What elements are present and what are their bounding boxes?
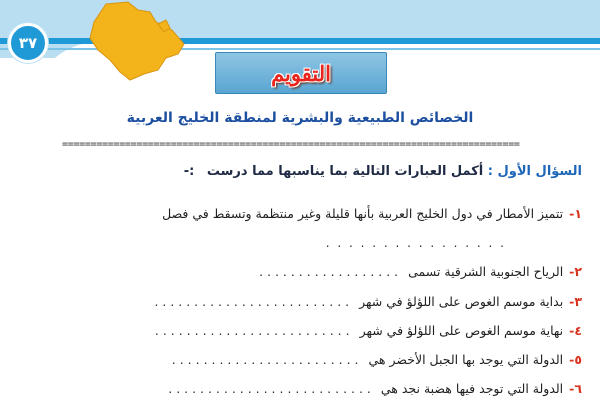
item-number: ٦- <box>569 381 582 396</box>
answer-blank-2[interactable]: . . . . . . . . . . . . . . . . . . <box>259 264 399 279</box>
question-trail: :- <box>183 164 195 179</box>
answer-blank-4[interactable]: . . . . . . . . . . . . . . . . . . . . . . . . . <box>154 323 350 338</box>
item-number: ٢- <box>569 264 582 279</box>
item-text: بداية موسم الغوص على اللؤلؤ في شهر <box>359 294 564 309</box>
page-number: ٣٧ <box>18 34 38 52</box>
fill-in-item-3 <box>154 294 582 309</box>
answer-blank-6[interactable]: . . . . . . . . . . . . . . . . . . . . . . . . . . <box>168 381 371 396</box>
question-heading <box>184 164 582 179</box>
answer-blank-3[interactable]: . . . . . . . . . . . . . . . . . . . . . . . . . <box>154 294 350 309</box>
item-text: الدولة التي يوجد بها الجبل الأخضر هي <box>368 352 564 367</box>
item-text: الدولة التي توجد فيها هضبة نجد هي <box>380 381 564 396</box>
item-number: ٤- <box>569 323 582 338</box>
answer-blank-5[interactable]: . . . . . . . . . . . . . . . . . . . . . . . . <box>171 352 359 367</box>
fill-in-item-2 <box>259 264 582 279</box>
fill-in-item-5 <box>172 352 582 367</box>
fill-in-item-4 <box>155 323 582 338</box>
fill-in-item-1 <box>162 206 582 221</box>
lesson-subtitle: الخصائص الطبيعية والبشرية لمنطقة الخليج العربية <box>126 110 474 126</box>
item-text: تتميز الأمطار في دول الخليج العربية بأنها قليلة وغير منتظمة وتسقط في فصل <box>162 206 564 221</box>
fill-in-item-6 <box>168 381 582 396</box>
section-title: التقويم <box>271 60 331 86</box>
gulf-map-icon <box>80 0 190 82</box>
separator-line: ================================================================================ <box>62 139 520 150</box>
question-label: السؤال الأول : <box>487 164 582 179</box>
item-number: ٣- <box>569 294 582 309</box>
question-instruction: أكمل العبارات التالية بما يناسبها مما درست <box>206 164 484 179</box>
answer-blank-1[interactable]: . . . . . . . . . . . . . . . . <box>325 236 506 250</box>
page-number-badge <box>8 23 48 63</box>
item-text: نهاية موسم الغوص على اللؤلؤ في شهر <box>359 323 564 338</box>
item-text: الرياح الجنوبية الشرقية تسمى <box>408 264 564 279</box>
item-number: ٥- <box>569 352 582 367</box>
item-number: ١- <box>569 206 582 221</box>
section-title-box <box>215 52 387 94</box>
